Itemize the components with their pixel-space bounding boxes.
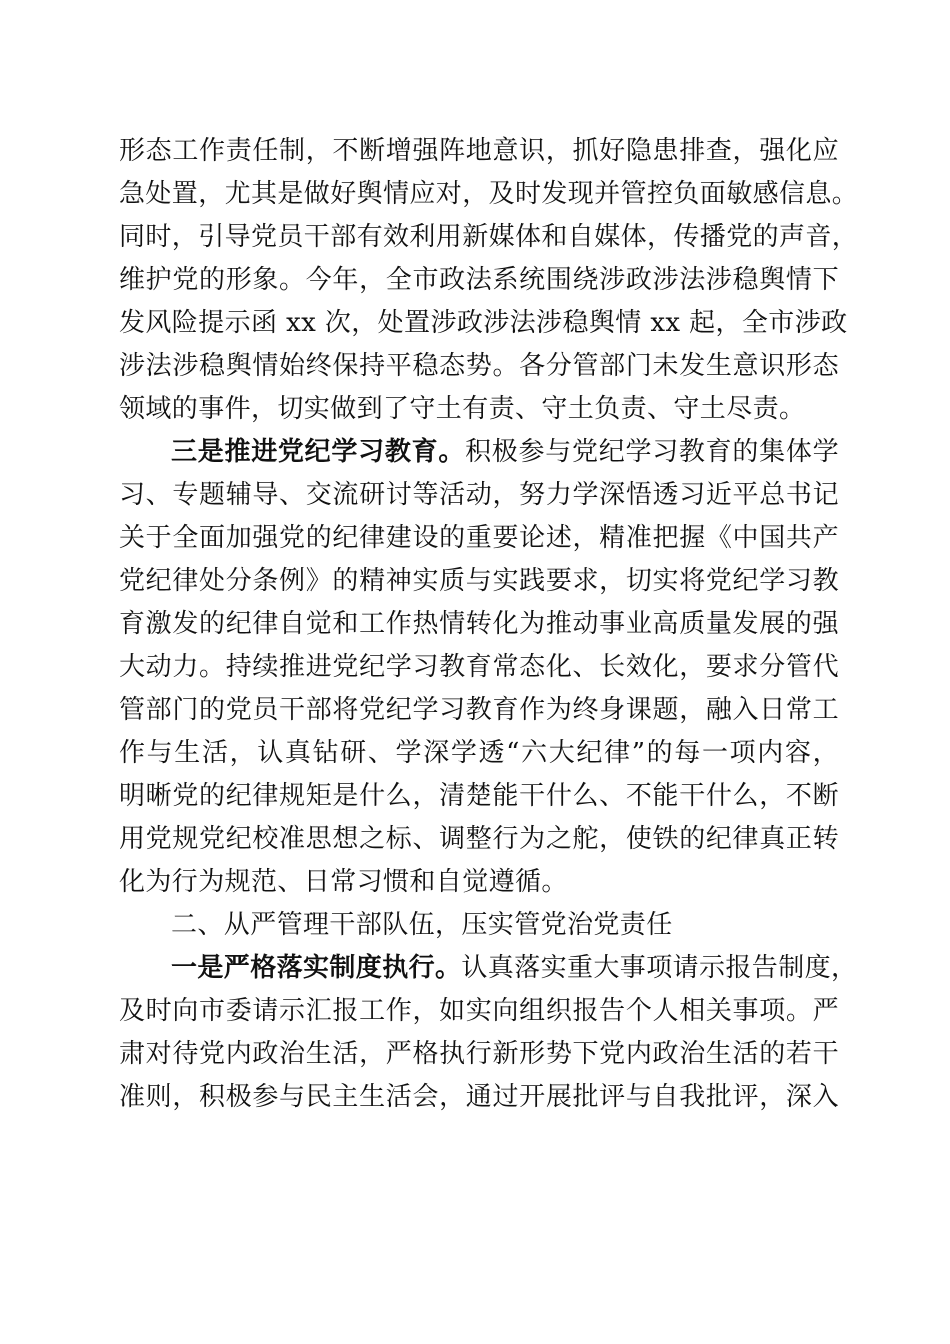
paragraph-line: 发风险提示函 xx 次，处置涉政涉法涉稳舆情 xx 起，全市涉政	[119, 308, 848, 338]
paragraph-line: 大动力。持续推进党纪学习教育常态化、长效化，要求分管代	[119, 652, 839, 682]
paragraph-line: 领域的事件，切实做到了守土有责、守土负责、守土尽责。	[119, 394, 806, 424]
paragraph-line: 维护党的形象。今年，全市政法系统围绕涉政涉法涉稳舆情下	[119, 265, 839, 295]
section-heading: 二、从严管理干部队伍，压实管党治党责任	[171, 910, 673, 940]
paragraph-line: 党纪律处分条例》的精神实质与实践要求，切实将党纪学习教	[119, 566, 839, 596]
paragraph-line: 形态工作责任制，不断增强阵地意识，抓好隐患排查，强化应	[119, 136, 839, 166]
paragraph-line: 同时，引导党员干部有效利用新媒体和自媒体，传播党的声音，	[119, 222, 859, 252]
paragraph-line: 作与生活，认真钻研、学深学透“六大纪律”的每一项内容，	[119, 738, 839, 768]
paragraph-line: 准则，积极参与民主生活会，通过开展批评与自我批评，深入	[119, 1082, 839, 1112]
paragraph-line: 肃对待党内政治生活，严格执行新形势下党内政治生活的若干	[119, 1039, 839, 1069]
paragraph-line: 明晰党的纪律规矩是什么，清楚能干什么、不能干什么，不断	[119, 781, 839, 811]
paragraph-line: 关于全面加强党的纪律建设的重要论述，精准把握《中国共产	[119, 523, 839, 553]
paragraph-line: 涉法涉稳舆情始终保持平稳态势。各分管部门未发生意识形态	[119, 351, 839, 381]
paragraph-line: 化为行为规范、日常习惯和自觉遵循。	[119, 867, 568, 897]
paragraph-first-line	[119, 947, 858, 990]
document-body	[119, 130, 859, 1119]
paragraph-line: 管部门的党员干部将党纪学习教育作为终身课题，融入日常工	[119, 695, 839, 725]
paragraph-line: 习、专题辅导、交流研讨等活动，努力学深悟透习近平总书记	[119, 480, 839, 510]
paragraph-lead: 三是推进党纪学习教育。	[171, 437, 466, 467]
paragraph-line: 及时向市委请示汇报工作，如实向组织报告个人相关事项。严	[119, 996, 839, 1026]
paragraph-first-line	[119, 431, 839, 474]
paragraph-line: 急处置，尤其是做好舆情应对，及时发现并管控负面敏感信息。	[119, 179, 859, 209]
paragraph-first-rest: 积极参与党纪学习教育的集体学	[465, 437, 839, 467]
paragraph-lead: 一是严格落实制度执行。	[171, 953, 462, 983]
paragraph-line: 育激发的纪律自觉和工作热情转化为推动事业高质量发展的强	[119, 609, 839, 639]
paragraph-line: 用党规党纪校准思想之标、调整行为之舵，使铁的纪律真正转	[119, 824, 839, 854]
paragraph-first-rest: 认真落实重大事项请示报告制度，	[461, 953, 858, 983]
